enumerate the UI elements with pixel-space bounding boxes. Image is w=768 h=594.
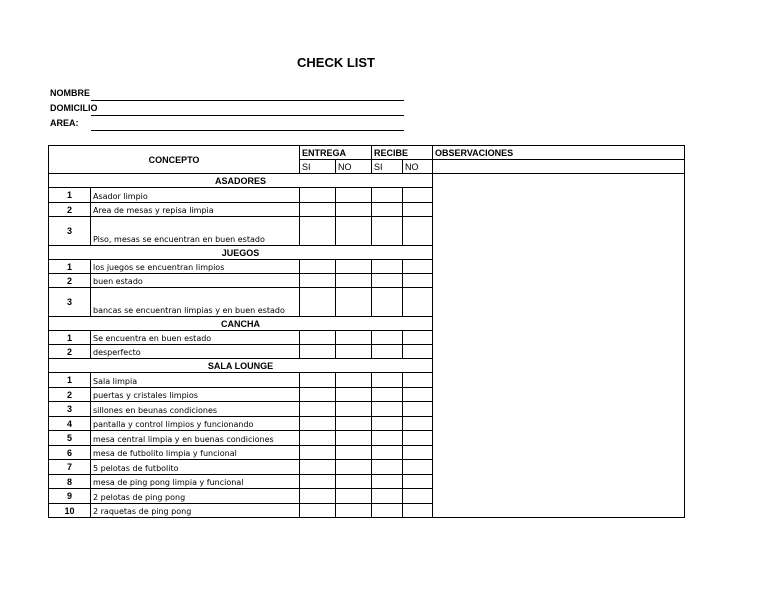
entrega-no-box[interactable] [336, 188, 372, 203]
item-concept: mesa central limpia y en buenas condiciones [91, 431, 300, 446]
entrega-si-box[interactable] [300, 475, 336, 489]
area-line[interactable] [91, 130, 404, 131]
entrega-si-box[interactable] [300, 203, 336, 217]
concepto-header: CONCEPTO [49, 146, 300, 174]
recibe-si-box[interactable] [372, 203, 403, 217]
entrega-si-box[interactable] [300, 446, 336, 460]
item-number: 5 [49, 431, 91, 446]
entrega-no-header: NO [336, 160, 372, 174]
entrega-si-box[interactable] [300, 288, 336, 317]
entrega-no-box[interactable] [336, 504, 372, 518]
recibe-si-box[interactable] [372, 288, 403, 317]
recibe-no-box[interactable] [403, 402, 433, 417]
item-concept: buen estado [91, 274, 300, 288]
recibe-si-box[interactable] [372, 431, 403, 446]
field-label-area: AREA: [50, 118, 79, 128]
item-number: 6 [49, 446, 91, 460]
recibe-si-box[interactable] [372, 402, 403, 417]
recibe-no-box[interactable] [403, 489, 433, 504]
item-concept: sillones en beunas condiciones [91, 402, 300, 417]
item-concept: los juegos se encuentran limpios [91, 260, 300, 274]
entrega-si-box[interactable] [300, 188, 336, 203]
item-number: 2 [49, 388, 91, 402]
recibe-si-box[interactable] [372, 373, 403, 388]
entrega-no-box[interactable] [336, 475, 372, 489]
recibe-si-box[interactable] [372, 417, 403, 431]
item-concept: pantalla y control limpios y funcionando [91, 417, 300, 431]
entrega-si-box[interactable] [300, 460, 336, 475]
entrega-no-box[interactable] [336, 460, 372, 475]
item-concept: mesa de ping pong limpia y funcional [91, 475, 300, 489]
entrega-no-box[interactable] [336, 489, 372, 504]
recibe-no-box[interactable] [403, 331, 433, 345]
item-concept: Se encuentra en buen estado [91, 331, 300, 345]
entrega-no-box[interactable] [336, 274, 372, 288]
item-concept: 5 pelotas de futbolito [91, 460, 300, 475]
recibe-no-box[interactable] [403, 203, 433, 217]
entrega-si-box[interactable] [300, 331, 336, 345]
item-concept: Sala limpia [91, 373, 300, 388]
entrega-no-box[interactable] [336, 288, 372, 317]
entrega-no-box[interactable] [336, 203, 372, 217]
page-title: CHECK LIST [297, 55, 375, 70]
recibe-si-box[interactable] [372, 460, 403, 475]
item-concept: Piso, mesas se encuentran en buen estado [91, 217, 300, 246]
item-number: 1 [49, 373, 91, 388]
entrega-no-box[interactable] [336, 345, 372, 359]
recibe-no-box[interactable] [403, 274, 433, 288]
recibe-no-box[interactable] [403, 373, 433, 388]
checklist-table [48, 145, 685, 518]
entrega-si-box[interactable] [300, 489, 336, 504]
entrega-si-box[interactable] [300, 217, 336, 246]
item-number: 2 [49, 274, 91, 288]
item-number: 4 [49, 417, 91, 431]
recibe-no-box[interactable] [403, 431, 433, 446]
entrega-si-box[interactable] [300, 402, 336, 417]
recibe-no-box[interactable] [403, 217, 433, 246]
observaciones-blank [433, 160, 685, 174]
entrega-header: ENTREGA [300, 146, 372, 160]
entrega-no-box[interactable] [336, 446, 372, 460]
domicilio-line[interactable] [91, 115, 404, 116]
recibe-si-box[interactable] [372, 188, 403, 203]
checklist-body [49, 146, 685, 518]
field-label-domicilio: DOMICILIO [50, 103, 98, 113]
entrega-si-box[interactable] [300, 373, 336, 388]
field-label-nombre: NOMBRE [50, 88, 90, 98]
section-title: JUEGOS [49, 246, 433, 260]
recibe-no-box[interactable] [403, 504, 433, 518]
recibe-si-header: SI [372, 160, 403, 174]
item-concept: 2 pelotas de ping pong [91, 489, 300, 504]
recibe-no-box[interactable] [403, 345, 433, 359]
entrega-si-box[interactable] [300, 388, 336, 402]
item-concept: 2 raquetas de ping pong [91, 504, 300, 518]
item-number: 2 [49, 345, 91, 359]
item-number: 2 [49, 203, 91, 217]
entrega-no-box[interactable] [336, 431, 372, 446]
item-concept: puertas y cristales limpios [91, 388, 300, 402]
recibe-si-box[interactable] [372, 345, 403, 359]
recibe-no-box[interactable] [403, 388, 433, 402]
item-concept: mesa de futbolito limpia y funcional [91, 446, 300, 460]
entrega-si-box[interactable] [300, 417, 336, 431]
recibe-si-box[interactable] [372, 331, 403, 345]
header-row [49, 146, 685, 160]
recibe-si-box[interactable] [372, 274, 403, 288]
item-concept: bancas se encuentran limpias y en buen estado [91, 288, 300, 317]
recibe-no-box[interactable] [403, 188, 433, 203]
entrega-si-box[interactable] [300, 345, 336, 359]
item-concept: Asador limpio [91, 188, 300, 203]
entrega-no-box[interactable] [336, 417, 372, 431]
item-number: 9 [49, 489, 91, 504]
item-number: 10 [49, 504, 91, 518]
entrega-si-box[interactable] [300, 274, 336, 288]
recibe-no-box[interactable] [403, 288, 433, 317]
entrega-si-header: SI [300, 160, 336, 174]
recibe-no-box[interactable] [403, 446, 433, 460]
item-number: 7 [49, 460, 91, 475]
entrega-no-box[interactable] [336, 260, 372, 274]
entrega-si-box[interactable] [300, 504, 336, 518]
nombre-line[interactable] [91, 100, 404, 101]
recibe-si-box[interactable] [372, 446, 403, 460]
entrega-no-box[interactable] [336, 388, 372, 402]
section-row [49, 174, 685, 188]
item-number: 1 [49, 188, 91, 203]
item-number: 1 [49, 331, 91, 345]
item-number: 3 [49, 288, 91, 317]
recibe-si-box[interactable] [372, 504, 403, 518]
recibe-no-box[interactable] [403, 475, 433, 489]
recibe-no-box[interactable] [403, 417, 433, 431]
item-concept: Area de mesas y repisa limpia [91, 203, 300, 217]
entrega-no-box[interactable] [336, 373, 372, 388]
entrega-si-box[interactable] [300, 431, 336, 446]
recibe-si-box[interactable] [372, 475, 403, 489]
item-number: 8 [49, 475, 91, 489]
entrega-no-box[interactable] [336, 217, 372, 246]
recibe-si-box[interactable] [372, 217, 403, 246]
item-number: 3 [49, 217, 91, 246]
observaciones-cell[interactable] [433, 174, 685, 518]
section-title: SALA LOUNGE [49, 359, 433, 373]
recibe-si-box[interactable] [372, 260, 403, 274]
recibe-header: RECIBE [372, 146, 433, 160]
recibe-si-box[interactable] [372, 489, 403, 504]
entrega-no-box[interactable] [336, 402, 372, 417]
recibe-no-box[interactable] [403, 260, 433, 274]
entrega-si-box[interactable] [300, 260, 336, 274]
observaciones-header: OBSERVACIONES [433, 146, 685, 160]
recibe-no-box[interactable] [403, 460, 433, 475]
section-title: ASADORES [49, 174, 433, 188]
section-title: CANCHA [49, 317, 433, 331]
item-concept: desperfecto [91, 345, 300, 359]
item-number: 3 [49, 402, 91, 417]
recibe-no-header: NO [403, 160, 433, 174]
recibe-si-box[interactable] [372, 388, 403, 402]
item-number: 1 [49, 260, 91, 274]
entrega-no-box[interactable] [336, 331, 372, 345]
